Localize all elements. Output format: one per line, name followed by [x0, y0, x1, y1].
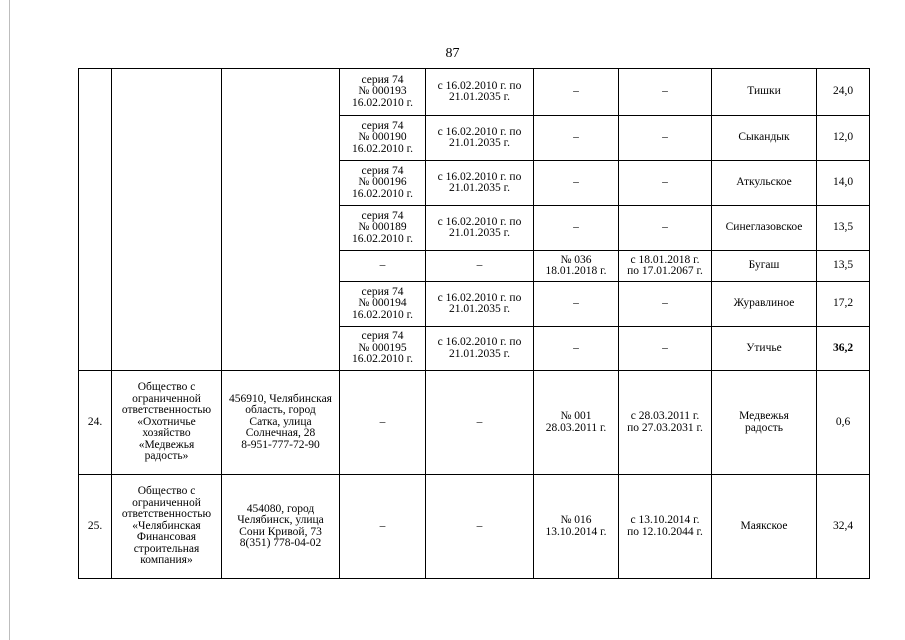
document-cell: – — [340, 371, 426, 475]
table-row — [79, 69, 870, 116]
document-period-cell: с 16.02.2010 г. по 21.01.2035 г. — [426, 69, 534, 116]
agreement-cell: – — [534, 282, 619, 327]
document-cell: серия 74 № 000193 16.02.2010 г. — [340, 69, 426, 116]
document-period-cell: – — [426, 475, 534, 579]
agreement-cell: – — [534, 327, 619, 371]
ground-name-cell: Утичье — [712, 327, 817, 371]
document-cell: серия 74 № 000194 16.02.2010 г. — [340, 282, 426, 327]
ground-name-cell: Аткульское — [712, 161, 817, 206]
address-cell: 456910, Челябинская область, город Сатка, улица Солнечная, 28 8-951-777-72-90 — [222, 371, 340, 475]
address-cell — [222, 69, 340, 371]
document-period-cell: с 16.02.2010 г. по 21.01.2035 г. — [426, 206, 534, 251]
agreement-period-cell: – — [619, 116, 712, 161]
agreement-period-cell: – — [619, 161, 712, 206]
ground-name-cell: Маякское — [712, 475, 817, 579]
area-cell: 0,6 — [817, 371, 870, 475]
area-cell: 12,0 — [817, 116, 870, 161]
area-cell: 36,2 — [817, 327, 870, 371]
document-period-cell: – — [426, 371, 534, 475]
document-period-cell: – — [426, 251, 534, 282]
ground-name-cell: Сыкандык — [712, 116, 817, 161]
table-row — [79, 371, 870, 475]
organization-cell: Общество с ограниченной ответственностью «Челябинская Финансовая строительная компания» — [112, 475, 222, 579]
address-cell: 454080, город Челябинск, улица Сони Кривой, 73 8(351) 778-04-02 — [222, 475, 340, 579]
document-period-cell: с 16.02.2010 г. по 21.01.2035 г. — [426, 116, 534, 161]
page-edge-line — [9, 0, 10, 640]
agreement-period-cell: – — [619, 282, 712, 327]
agreement-cell: № 036 18.01.2018 г. — [534, 251, 619, 282]
document-cell: серия 74 № 000190 16.02.2010 г. — [340, 116, 426, 161]
row-number-cell: 25. — [79, 475, 112, 579]
ground-name-cell: Тишки — [712, 69, 817, 116]
hunting-grounds-table — [78, 68, 870, 579]
area-cell: 17,2 — [817, 282, 870, 327]
organization-cell: Общество с ограниченной ответственностью «Охотничье хозяйство «Медвежья радость» — [112, 371, 222, 475]
ground-name-cell: Журавлиное — [712, 282, 817, 327]
agreement-period-cell: с 13.10.2014 г. по 12.10.2044 г. — [619, 475, 712, 579]
document-cell: серия 74 № 000189 16.02.2010 г. — [340, 206, 426, 251]
agreement-cell: № 001 28.03.2011 г. — [534, 371, 619, 475]
agreement-period-cell: с 18.01.2018 г. по 17.01.2067 г. — [619, 251, 712, 282]
agreement-period-cell: с 28.03.2011 г. по 27.03.2031 г. — [619, 371, 712, 475]
document-cell: серия 74 № 000196 16.02.2010 г. — [340, 161, 426, 206]
area-cell: 13,5 — [817, 206, 870, 251]
document-period-cell: с 16.02.2010 г. по 21.01.2035 г. — [426, 282, 534, 327]
agreement-cell: – — [534, 161, 619, 206]
organization-cell — [112, 69, 222, 371]
document-cell: – — [340, 475, 426, 579]
agreement-period-cell: – — [619, 206, 712, 251]
table-row — [79, 475, 870, 579]
agreement-cell: – — [534, 116, 619, 161]
area-cell: 32,4 — [817, 475, 870, 579]
agreement-cell: – — [534, 206, 619, 251]
page-number: 87 — [445, 46, 460, 61]
ground-name-cell: Медвежья радость — [712, 371, 817, 475]
document-period-cell: с 16.02.2010 г. по 21.01.2035 г. — [426, 161, 534, 206]
document-cell: серия 74 № 000195 16.02.2010 г. — [340, 327, 426, 371]
agreement-period-cell: – — [619, 69, 712, 116]
area-cell: 24,0 — [817, 69, 870, 116]
agreement-cell: № 016 13.10.2014 г. — [534, 475, 619, 579]
row-number-cell: 24. — [79, 371, 112, 475]
ground-name-cell: Бугаш — [712, 251, 817, 282]
ground-name-cell: Синеглазовское — [712, 206, 817, 251]
area-cell: 13,5 — [817, 251, 870, 282]
agreement-period-cell: – — [619, 327, 712, 371]
agreement-cell: – — [534, 69, 619, 116]
area-cell: 14,0 — [817, 161, 870, 206]
document-cell: – — [340, 251, 426, 282]
document-period-cell: с 16.02.2010 г. по 21.01.2035 г. — [426, 327, 534, 371]
row-number-cell — [79, 69, 112, 371]
